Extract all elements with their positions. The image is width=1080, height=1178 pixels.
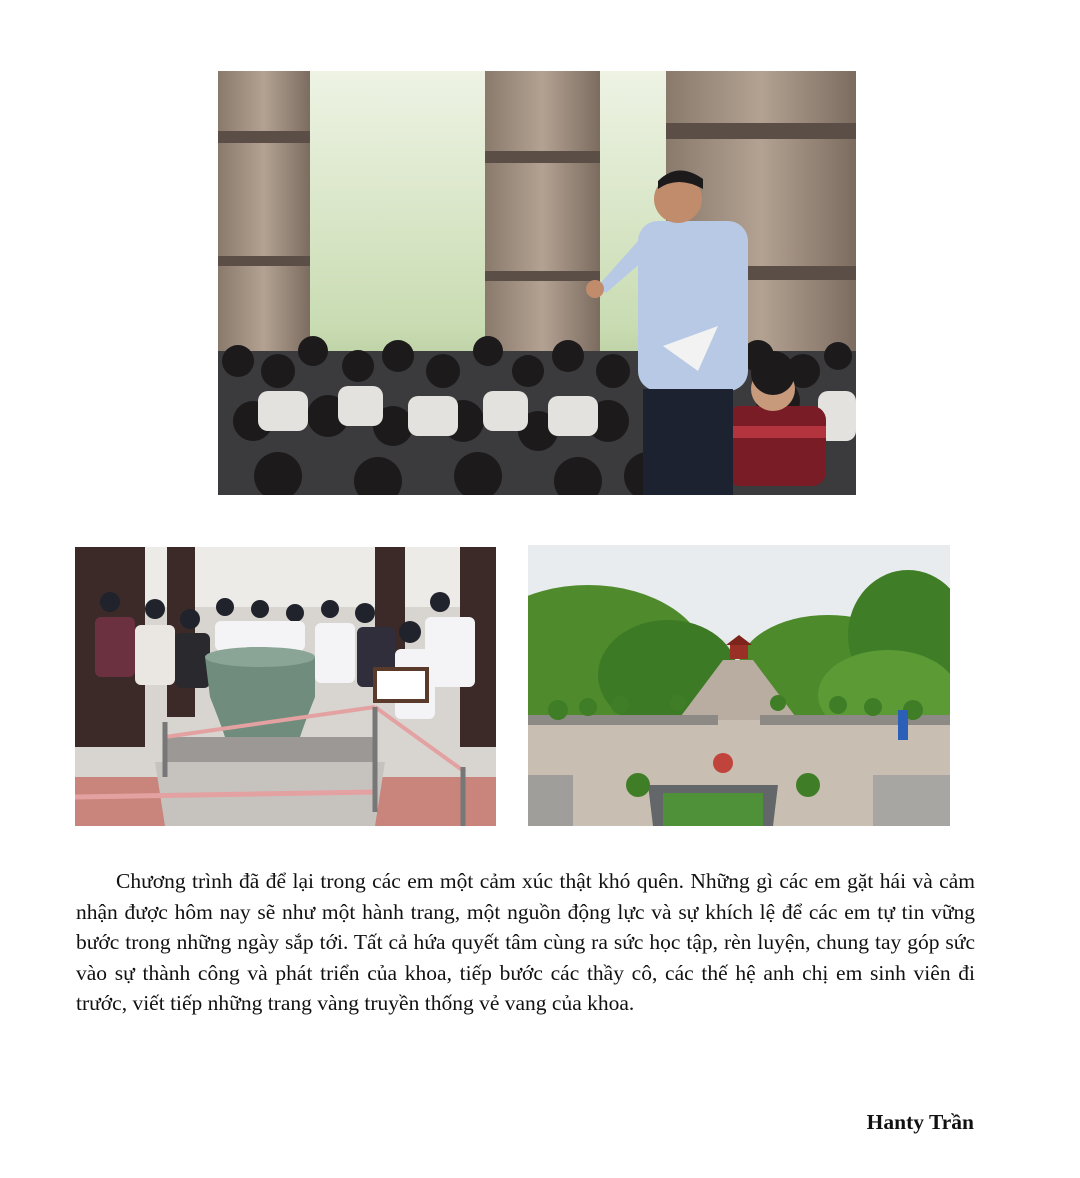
author-name: Hanty Trần [866, 1110, 974, 1134]
lecture-photo-image [218, 71, 856, 495]
article-paragraph [76, 866, 975, 1019]
photo-lecture [218, 71, 856, 495]
garden-photo-image [528, 545, 950, 826]
photo-drum [75, 547, 496, 826]
photo-garden [528, 545, 950, 826]
drum-photo-image [75, 547, 496, 826]
article-paragraph-text: Chương trình đã để lại trong các em một cảm xúc thật khó quên. Những gì các em gặt hái và cảm nhận được hôm nay sẽ như một hành trang, một nguồn động lực và sự khích lệ để các em tự tin vững bước trong những ngày sắp tới. Tất cả hứa quyết tâm cùng ra sức học tập, rèn luyện, chung tay góp sức vào sự thành công và phát triển của khoa, tiếp bước các thầy cô, các thế hệ anh chị em sinh viên đi trước, viết tiếp những trang vàng truyền thống vẻ vang của khoa. [76, 869, 975, 1015]
